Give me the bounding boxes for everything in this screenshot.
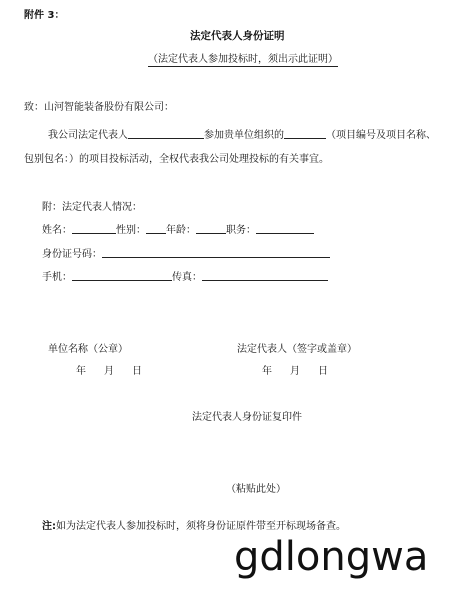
unit-date-day: 日 [132,366,142,377]
name-blank [72,222,116,234]
page-subtitle: （法定代表人参加投标时，须出示此证明） [148,50,338,67]
attachment-heading: 附：法定代表人情况： [42,202,142,213]
fax-label: 传真： [172,272,202,283]
representative-signature-label: 法定代表人（签字或盖章） [237,344,357,355]
body-part-2: 参加贵单位组织的 [204,130,284,141]
age-label: 年龄： [166,225,196,236]
mobile-blank [72,269,172,281]
note-label: 注: [42,521,56,532]
body-line-2: 包别包名：）的项目投标活动，全权代表我公司处理投标的有关事宜。 [24,154,329,165]
info-row-id [42,245,330,260]
representative-name-blank [128,127,204,139]
info-row-contact [42,268,328,283]
project-blank [284,127,326,139]
unit-seal-label: 单位名称（公章） [48,344,128,355]
rep-date-day: 日 [318,366,328,377]
body-part-3: （项目编号及项目名称、 [326,130,436,141]
representative-date [262,362,328,377]
note-text: 如为法定代表人参加投标时，须将身份证原件带至开标现场备查。 [56,521,346,532]
position-blank [256,222,314,234]
age-blank [196,222,226,234]
id-number-label: 身份证号码： [42,249,102,260]
gender-blank [146,222,166,234]
annex-label: 附件 3： [24,10,65,21]
fax-blank [202,269,328,281]
note [42,517,346,532]
unit-date-month: 月 [104,366,114,377]
salutation: 致：山河智能装备股份有限公司： [24,102,174,113]
mobile-label: 手机： [42,272,72,283]
gender-label: 性别： [116,225,146,236]
page-title: 法定代表人身份证明 [190,30,285,42]
body-line-1 [48,126,436,141]
paste-here-label: （粘贴此处） [226,484,286,495]
info-row-basic [42,221,314,236]
rep-date-month: 月 [290,366,300,377]
id-number-blank [102,246,330,258]
name-label: 姓名： [42,225,72,236]
unit-date-year: 年 [76,366,86,377]
body-part-1: 我公司法定代表人 [48,130,128,141]
position-label: 职务： [226,225,256,236]
watermark-text: gdlongwa [234,534,429,580]
rep-date-year: 年 [262,366,272,377]
unit-date [76,362,142,377]
id-copy-title: 法定代表人身份证复印件 [192,412,302,423]
